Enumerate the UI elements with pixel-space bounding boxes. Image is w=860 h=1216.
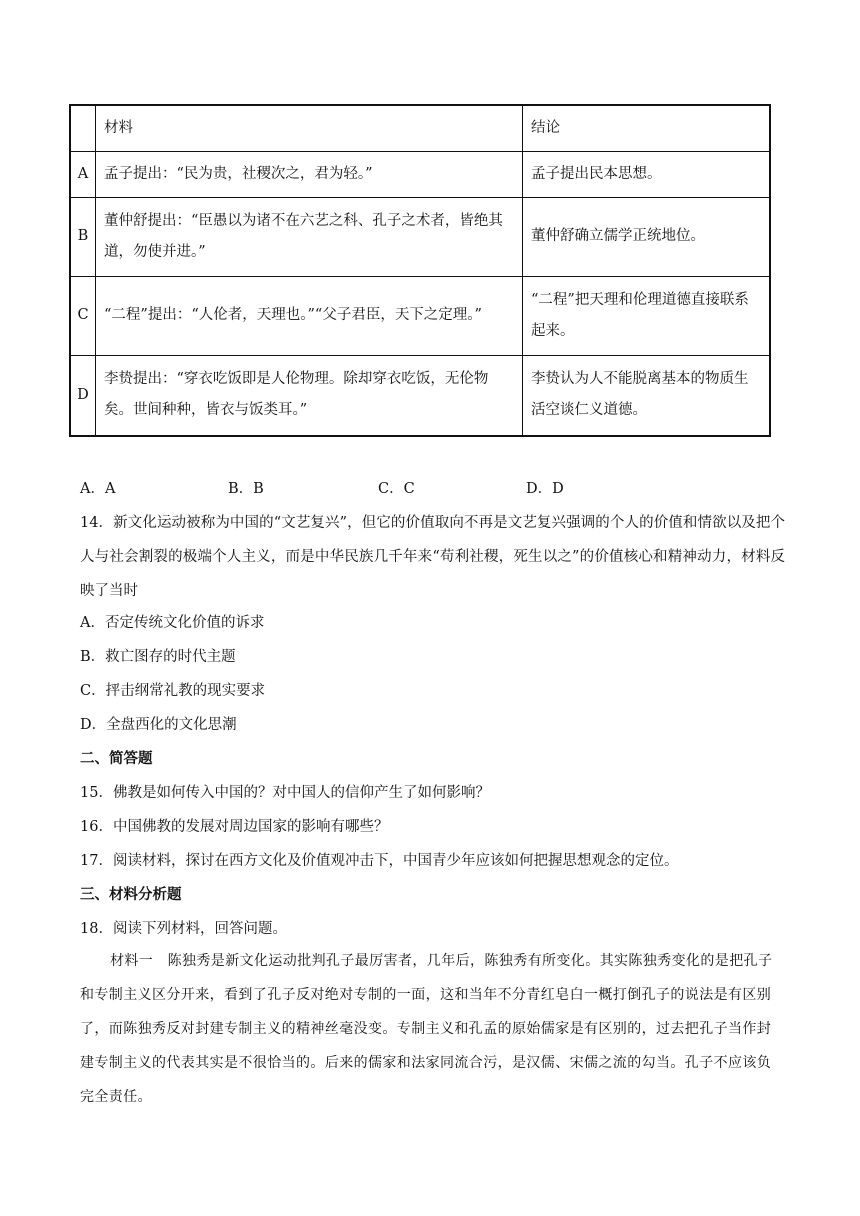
question-18: 18．阅读下列材料，回答问题。 [80, 921, 287, 937]
header-key-cell [70, 105, 96, 151]
row-material: “二程”提出：“人伦者，天理也。”“父子君臣，天下之定理。” [96, 276, 523, 355]
q14-option-a[interactable]: A．否定传统文化价值的诉求 [80, 615, 265, 631]
row-key: B [70, 197, 96, 276]
row-material: 董仲舒提出：“臣愚以为诸不在六艺之科、孔子之术者，皆绝其道，勿使并进。” [96, 197, 523, 276]
question-15: 15．佛教是如何传入中国的？对中国人的信仰产生了如何影响？ [80, 785, 490, 801]
row-conclusion: 孟子提出民本思想。 [523, 151, 771, 197]
row-key: A [70, 151, 96, 197]
section3-title: 三、材料分析题 [80, 886, 182, 903]
question-17: 17．阅读材料，探讨在西方文化及价值观冲击下，中国青少年应该如何把握思想观念的定位。 [80, 853, 679, 869]
table-row [70, 276, 770, 355]
row-conclusion: 董仲舒确立儒学正统地位。 [523, 197, 771, 276]
q14-option-d[interactable]: D．全盘西化的文化思潮 [80, 717, 237, 733]
section2-title: 二、简答题 [80, 750, 153, 767]
header-material-cell: 材料 [96, 105, 523, 151]
row-material: 李贽提出：“穿衣吃饭即是人伦物理。除却穿衣吃饭，无伦物矣。世间种种，皆衣与饭类耳。” [96, 355, 523, 436]
table-row [70, 355, 770, 436]
table-row [70, 197, 770, 276]
choice-d[interactable]: D．D [526, 481, 564, 497]
choice-b[interactable]: B．B [228, 481, 264, 497]
row-conclusion: “二程”把天理和伦理道德直接联系起来。 [523, 276, 771, 355]
q13-choices [80, 478, 780, 500]
q14-stem: 14．新文化运动被称为中国的“文艺复兴”，但它的价值取向不再是文艺复兴强调的个人的价值和情欲以及把个人与社会割裂的极端个人主义，而是中华民族几千年来“苟利社稷，死生以之”的价值核心和精神动力，材料反映了当时 [80, 515, 785, 599]
row-key: D [70, 355, 96, 436]
row-key: C [70, 276, 96, 355]
q14-option-c[interactable]: C．抨击纲常礼教的现实要求 [80, 683, 266, 699]
material-1: 材料一 陈独秀是新文化运动批判孔子最厉害者，几年后，陈独秀有所变化。其实陈独秀变化的是把孔子和专制主义区分开来，看到了孔子反对绝对专制的一面，这和当年不分青红皂白一概打倒孔子的说法是有区别了，而陈独秀反对封建专制主义的精神丝毫没变。专制主义和孔孟的原始儒家是有区别的，过去把孔子当作封建专制主义的代表其实是不很恰当的。后来的儒家和法家同流合污，是汉儒、宋儒之流的勾当。孔子不应该负完全责任。 [80, 953, 773, 1105]
q13-table [69, 104, 771, 437]
row-conclusion: 李贽认为人不能脱离基本的物质生活空谈仁义道德。 [523, 355, 771, 436]
header-conclusion-cell: 结论 [523, 105, 771, 151]
choice-a[interactable]: A．A [80, 481, 116, 497]
row-material: 孟子提出：“民为贵，社稷次之，君为轻。” [96, 151, 523, 197]
table-header-row [70, 105, 770, 151]
q14-option-b[interactable]: B．救亡图存的时代主题 [80, 649, 236, 665]
choice-c[interactable]: C．C [378, 481, 415, 497]
table-row [70, 151, 770, 197]
question-16: 16．中国佛教的发展对周边国家的影响有哪些？ [80, 819, 389, 835]
